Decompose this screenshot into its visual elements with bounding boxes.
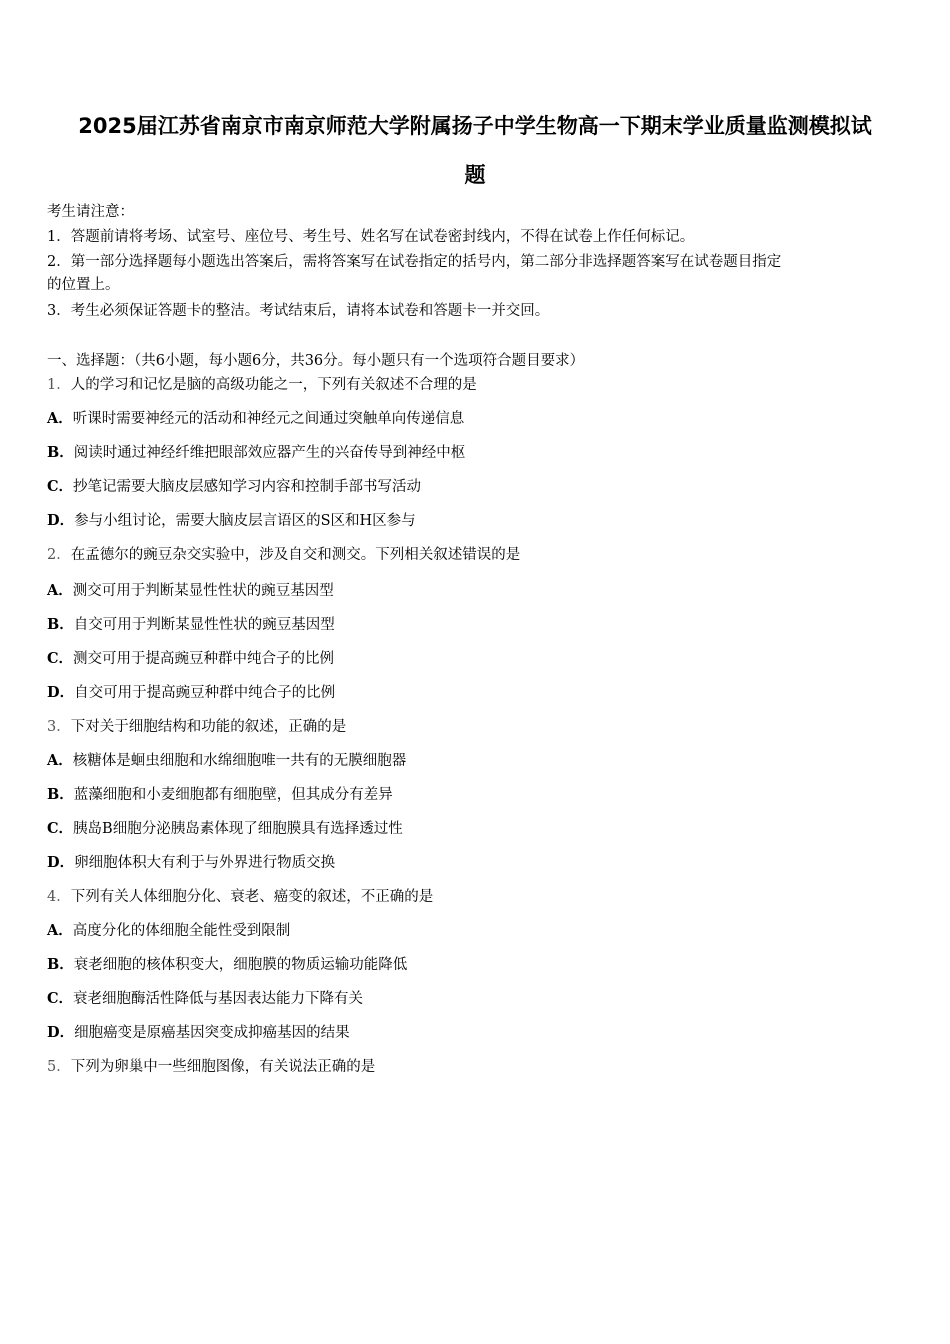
question-2-option-c: [47, 648, 907, 670]
option-text: 衰老细胞酶活性降低与基因表达能力下降有关: [73, 991, 364, 1007]
notice-item-3: 3．考生必须保证答题卡的整洁。考试结束后，请将本试卷和答题卡一并交回。: [47, 303, 550, 319]
question-4-option-a: [47, 920, 907, 942]
question-3: [47, 716, 907, 738]
question-4-option-b: [47, 954, 907, 976]
option-letter: D．: [47, 512, 75, 529]
notice-item-1: 1．答题前请将考场、试室号、座位号、考生号、姓名写在试卷密封线内，不得在试卷上作任何标记。: [47, 229, 695, 245]
option-text: 测交可用于判断某显性性状的豌豆基因型: [72, 583, 334, 599]
option-text: 细胞癌变是原癌基因突变成抑癌基因的结果: [74, 1025, 350, 1041]
exam-title-line-2: 题: [464, 163, 486, 187]
question-3-option-b: [47, 784, 907, 806]
option-text: 自交可用于判断某显性性状的豌豆基因型: [73, 617, 335, 633]
question-1-option-a: [47, 408, 907, 430]
question-number: 4．: [47, 889, 71, 905]
notice-item-2: 2．第一部分选择题每小题选出答案后，需将答案写在试卷指定的括号内，第二部分非选择题答案写在试卷题目指定: [47, 254, 782, 270]
exam-title-line-1: 2025届江苏省南京市南京师范大学附属扬子中学生物高一下期末学业质量监测模拟试: [78, 114, 872, 138]
option-letter: D．: [47, 854, 75, 871]
option-text: 卵细胞体积大有利于与外界进行物质交换: [74, 855, 336, 871]
question-stem: 人的学习和记忆是脑的高级功能之一，下列有关叙述不合理的是: [70, 377, 477, 393]
option-letter: D．: [47, 1024, 75, 1041]
option-text: 蓝藻细胞和小麦细胞都有细胞壁，但其成分有差异: [73, 787, 393, 803]
option-text: 参与小组讨论，需要大脑皮层言语区的S区和H区参与: [74, 513, 416, 529]
option-letter: D．: [47, 684, 75, 701]
notice-heading: 考生请注意：: [47, 204, 134, 220]
question-2-option-d: [47, 682, 907, 704]
question-1-option-d: [47, 510, 907, 532]
question-5: [47, 1056, 907, 1078]
question-stem: 下列有关人体细胞分化、衰老、癌变的叙述，不正确的是: [70, 889, 434, 905]
option-letter: B．: [47, 786, 74, 803]
option-text: 抄笔记需要大脑皮层感知学习内容和控制手部书写活动: [73, 479, 422, 495]
option-letter: A．: [47, 582, 73, 599]
question-number: 1．: [47, 377, 71, 393]
question-1-option-c: [47, 476, 907, 498]
option-text: 自交可用于提高豌豆种群中纯合子的比例: [74, 685, 336, 701]
question-stem: 下列为卵巢中一些细胞图像，有关说法正确的是: [70, 1059, 376, 1075]
option-letter: C．: [47, 650, 74, 667]
section-heading: 一、选择题：（共6小题，每小题6分，共36分。每小题只有一个选项符合题目要求）: [47, 353, 585, 369]
option-letter: A．: [47, 410, 73, 427]
question-3-option-c: [47, 818, 907, 840]
option-letter: C．: [47, 478, 74, 495]
option-text: 测交可用于提高豌豆种群中纯合子的比例: [73, 651, 335, 667]
question-4-option-c: [47, 988, 907, 1010]
question-2-option-b: [47, 614, 907, 636]
option-text: 衰老细胞的核体积变大，细胞膜的物质运输功能降低: [73, 957, 408, 973]
option-text: 核糖体是蛔虫细胞和水绵细胞唯一共有的无膜细胞器: [72, 753, 407, 769]
question-3-option-d: [47, 852, 907, 874]
question-number: 2．: [47, 547, 71, 563]
question-4: [47, 886, 907, 908]
option-letter: B．: [47, 616, 74, 633]
question-4-option-d: [47, 1022, 907, 1044]
option-letter: C．: [47, 820, 74, 837]
question-1: [47, 374, 907, 396]
question-1-option-b: [47, 442, 907, 464]
option-text: 听课时需要神经元的活动和神经元之间通过突触单向传递信息: [72, 411, 465, 427]
question-stem: 下对关于细胞结构和功能的叙述，正确的是: [70, 719, 347, 735]
option-letter: B．: [47, 444, 74, 461]
question-2-option-a: [47, 580, 907, 602]
option-letter: C．: [47, 990, 74, 1007]
question-stem: 在孟德尔的豌豆杂交实验中，涉及自交和测交。下列相关叙述错误的是: [70, 547, 521, 563]
option-letter: A．: [47, 752, 73, 769]
question-number: 5．: [47, 1059, 71, 1075]
notice-item-2-continued: 的位置上。: [47, 277, 120, 293]
option-letter: A．: [47, 922, 73, 939]
question-3-option-a: [47, 750, 907, 772]
option-text: 阅读时通过神经纤维把眼部效应器产生的兴奋传导到神经中枢: [73, 445, 466, 461]
option-text: 高度分化的体细胞全能性受到限制: [72, 923, 291, 939]
question-2: [47, 544, 907, 566]
question-number: 3．: [47, 719, 71, 735]
option-text: 胰岛B细胞分泌胰岛素体现了细胞膜具有选择透过性: [73, 821, 403, 837]
option-letter: B．: [47, 956, 74, 973]
